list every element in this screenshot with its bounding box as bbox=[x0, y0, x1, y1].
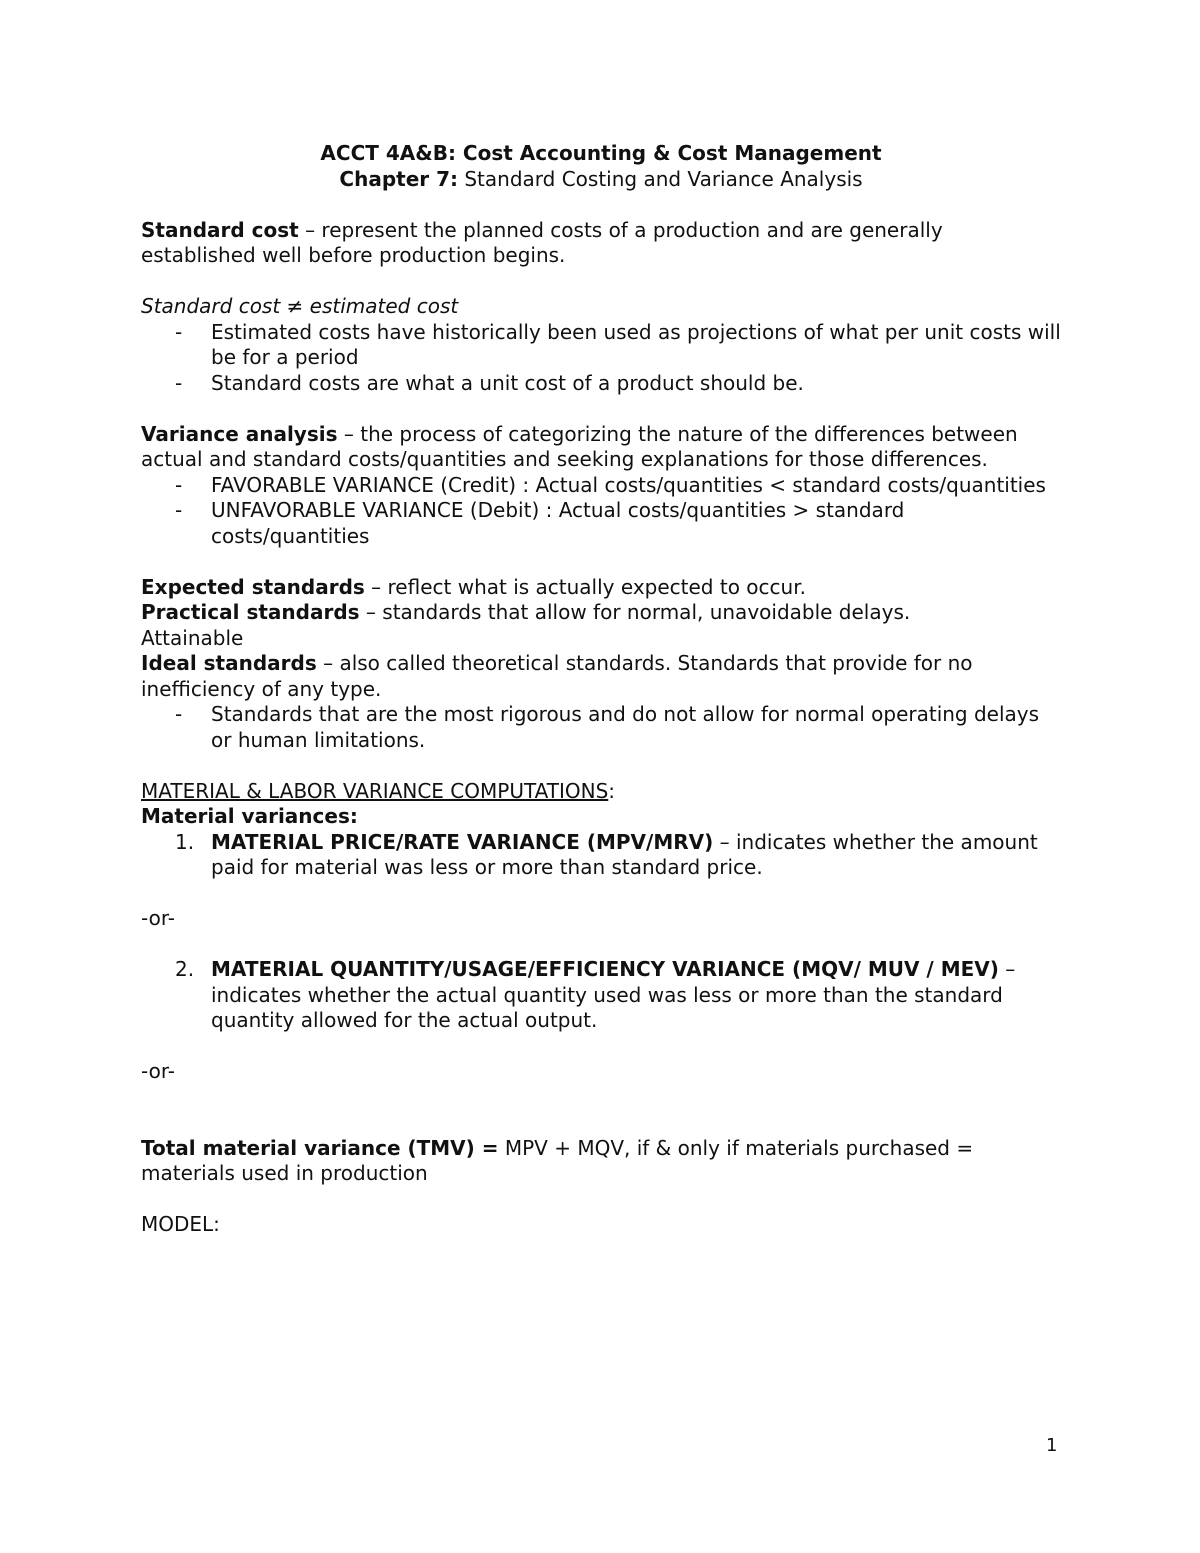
total-material-variance-paragraph bbox=[141, 1136, 1061, 1187]
list-item bbox=[141, 498, 1061, 549]
expected-standards-definition: – reflect what is actually expected to occur. bbox=[364, 574, 806, 599]
bullet-marker: - bbox=[175, 319, 183, 344]
bullet-marker: - bbox=[175, 702, 183, 726]
practical-standards-term: Practical standards bbox=[141, 600, 360, 624]
total-material-variance-term: Total material variance (TMV) = bbox=[141, 1135, 499, 1160]
computations-heading-text: MATERIAL & LABOR VARIANCE COMPUTATIONS bbox=[141, 778, 609, 803]
item-term: MATERIAL QUANTITY/USAGE/EFFICIENCY VARIANCE (MQV/ MUV / MEV) bbox=[211, 957, 999, 981]
standard-cost-term: Standard cost bbox=[141, 217, 299, 242]
item-definition: – indicates whether the actual quantity used was less or more than the standard quantity allowed for the actual output. bbox=[211, 957, 1016, 1032]
or-separator: -or- bbox=[141, 1059, 175, 1083]
list-item-text: FAVORABLE VARIANCE (Credit) : Actual costs/quantities < standard costs/quantities bbox=[211, 472, 1046, 497]
item-term: MATERIAL PRICE/RATE VARIANCE (MPV/MRV) bbox=[211, 829, 714, 854]
list-item bbox=[141, 473, 1061, 499]
list-item bbox=[141, 702, 1061, 753]
standard-cost-definition: – represent the planned costs of a production and are generally established well before production begins. bbox=[141, 217, 943, 267]
expected-standards-term: Expected standards bbox=[141, 574, 365, 599]
course-title: ACCT 4A&B: Cost Accounting & Cost Management bbox=[320, 141, 882, 165]
bullet-marker: - bbox=[175, 498, 183, 522]
model-label: MODEL: bbox=[141, 1212, 220, 1236]
numbered-item bbox=[141, 830, 1061, 881]
list-item-text: Standard costs are what a unit cost of a product should be. bbox=[211, 370, 804, 395]
page-number: 1 bbox=[1046, 1435, 1058, 1456]
list-item-text: Standards that are the most rigorous and do not allow for normal operating delays or human limitations. bbox=[211, 702, 1040, 752]
numbered-item bbox=[141, 957, 1061, 1034]
total-material-variance-definition: MPV + MQV, if & only if materials purchased = materials used in production bbox=[141, 1135, 974, 1185]
list-item bbox=[141, 371, 1061, 397]
variance-analysis-paragraph bbox=[141, 422, 1061, 473]
material-variances-subheading: Material variances: bbox=[141, 804, 358, 828]
ideal-standards-paragraph bbox=[141, 651, 1061, 702]
ideal-standards-term: Ideal standards bbox=[141, 651, 317, 675]
list-item bbox=[141, 320, 1061, 371]
standard-cost-paragraph bbox=[141, 218, 1061, 269]
item-number: 2. bbox=[175, 957, 195, 981]
ideal-standards-definition: – also called theoretical standards. Standards that provide for no inefficiency of any type. bbox=[141, 651, 973, 701]
item-definition: – indicates whether the amount paid for material was less or more than standard price. bbox=[211, 829, 1038, 879]
chapter-heading bbox=[141, 167, 1061, 193]
list-item-text: UNFAVORABLE VARIANCE (Debit) : Actual costs/quantities > standard costs/quantities bbox=[211, 498, 905, 548]
variance-analysis-definition: – the process of categorizing the nature of the differences between actual and standard costs/quantities and seeking explanations for those differences. bbox=[141, 421, 1018, 471]
practical-standards-paragraph bbox=[141, 600, 981, 651]
bullet-marker: - bbox=[175, 472, 183, 497]
expected-standards-paragraph bbox=[141, 575, 1061, 601]
computations-heading bbox=[141, 779, 1061, 805]
comparison-heading: Standard cost ≠ estimated cost bbox=[141, 294, 459, 318]
or-separator: -or- bbox=[141, 906, 175, 930]
chapter-label: Chapter 7: bbox=[339, 166, 458, 191]
variance-analysis-term: Variance analysis bbox=[141, 421, 338, 446]
bullet-marker: - bbox=[175, 370, 183, 395]
practical-standards-definition: – standards that allow for normal, unavoidable delays. Attainable bbox=[141, 600, 911, 650]
document-body bbox=[141, 141, 1061, 1238]
item-number: 1. bbox=[175, 829, 195, 854]
list-item-text: Estimated costs have historically been used as projections of what per unit costs will be for a period bbox=[211, 319, 1061, 369]
computations-heading-colon: : bbox=[608, 778, 616, 803]
chapter-title: Standard Costing and Variance Analysis bbox=[458, 166, 863, 191]
